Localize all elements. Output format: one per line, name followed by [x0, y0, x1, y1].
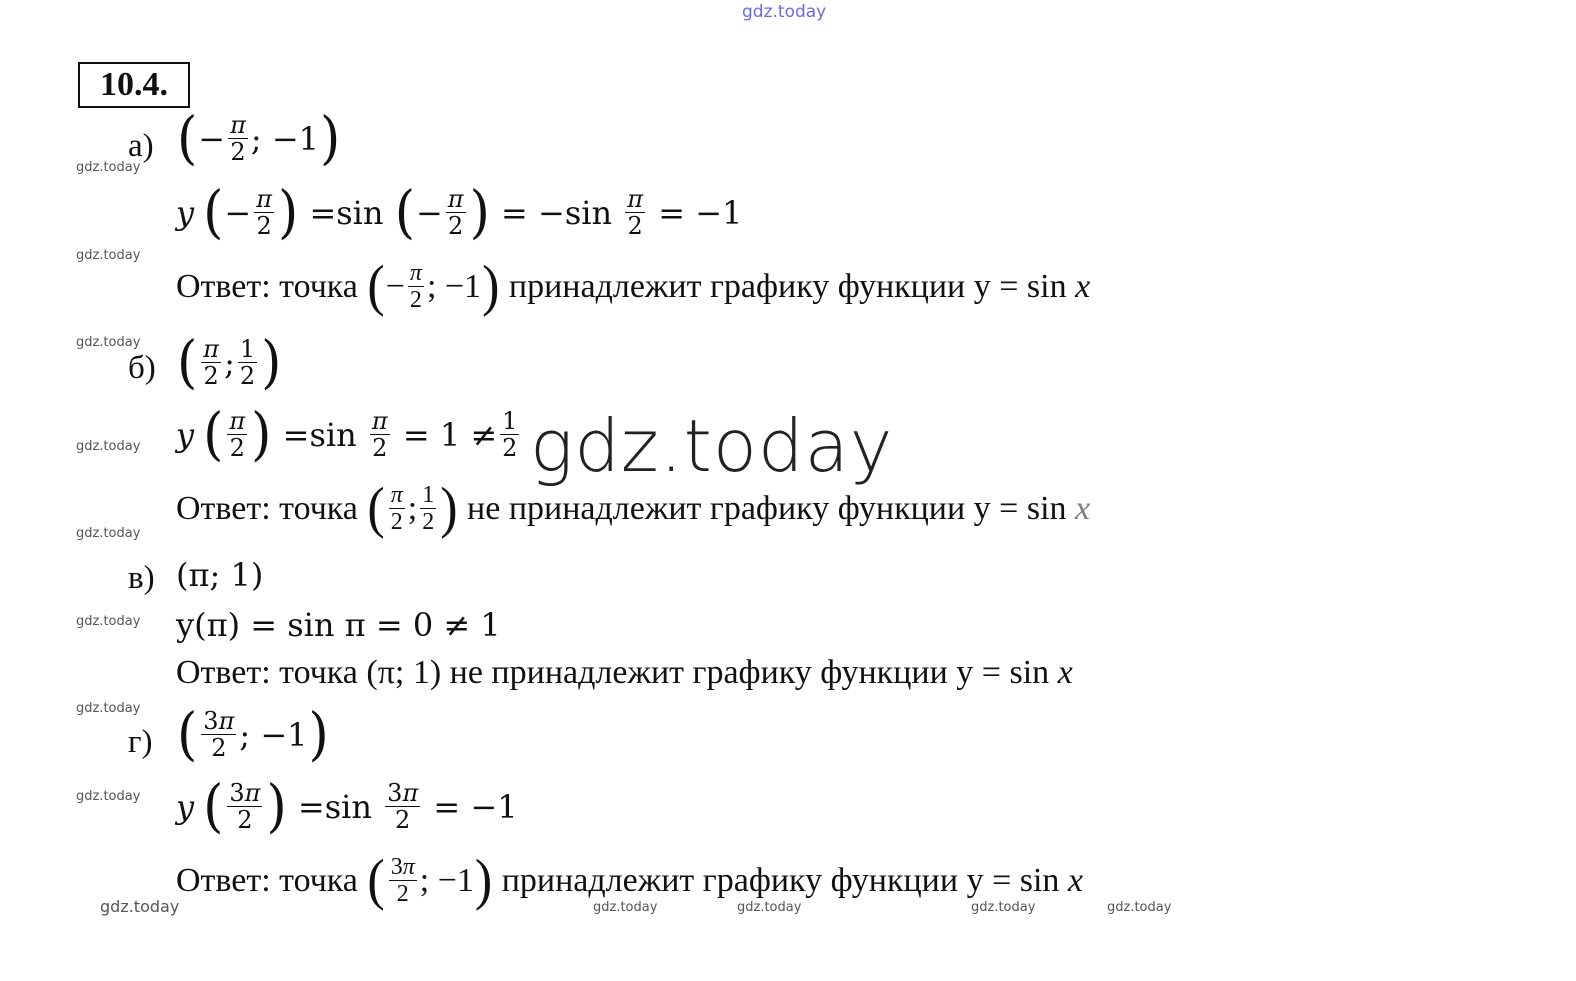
point-v: (π; 1): [176, 556, 264, 594]
answer-g: Ответ: точка ( $\frac{3\pi}{2}$ ; −1 ) принадлежит графику функции y = sin x: [176, 848, 1084, 912]
watermark-small: gdz.today: [1107, 900, 1172, 915]
answer-b: Ответ: точка ( $\frac{\pi}{2}$ ; $\frac{1}{2}$ ) не принадлежит графику функции y = sin x: [176, 476, 1091, 540]
equation-g: y ( $\frac{3\pi}{2}$ ) = sin $\frac{3\pi}{2}$ = −1: [176, 773, 518, 840]
problem-number: 10.4.: [78, 62, 190, 108]
watermark-small: gdz.today: [76, 614, 141, 629]
watermark-small: gdz.today: [76, 526, 141, 541]
watermark-top: gdz.today: [742, 2, 827, 22]
equation-b: y ( $\frac{\pi}{2}$ ) = sin $\frac{\pi}{2}$ = 1 ≠ $\frac{1}{2}$: [176, 401, 518, 468]
item-label-v: в): [128, 560, 155, 596]
item-label-a: а): [128, 128, 154, 164]
watermark-small: gdz.today: [593, 900, 658, 915]
watermark-small: gdz.today: [76, 335, 141, 350]
equation-a: y ( − $\frac{\pi}{2}$ ) = sin ( − $\frac{\pi}{2}$ ) = − sin $\frac{\pi}{2}$ = −1: [176, 179, 743, 246]
watermark-small: gdz.today: [76, 789, 141, 804]
point-b: ( $\frac{\pi}{2}$ ; $\frac{1}{2}$ ): [177, 329, 282, 396]
watermark-small: gdz.today: [76, 439, 141, 454]
point-g: ( $\frac{3\pi}{2}$ ; −1 ): [177, 701, 329, 768]
item-label-b: б): [128, 350, 156, 386]
watermark-small: gdz.today: [737, 900, 802, 915]
point-a: ( − $\frac{\pi}{2}$ ; −1 ): [177, 105, 341, 172]
watermark-small: gdz.today: [76, 248, 141, 263]
watermark-big: gdz.today: [530, 404, 894, 488]
item-label-g: г): [128, 724, 153, 760]
equation-v: y(π) = sin π = 0 ≠ 1: [176, 606, 501, 644]
watermark-small: gdz.today: [971, 900, 1036, 915]
answer-a: Ответ: точка ( − $\frac{\pi}{2}$ ; −1 ) принадлежит графику функции y = sin x: [176, 254, 1091, 318]
watermark-small: gdz.today: [76, 160, 141, 175]
watermark-small: gdz.today: [100, 897, 180, 916]
watermark-small: gdz.today: [76, 701, 141, 716]
answer-v: Ответ: точка (π; 1) не принадлежит графику функции y = sin x: [176, 654, 1073, 691]
